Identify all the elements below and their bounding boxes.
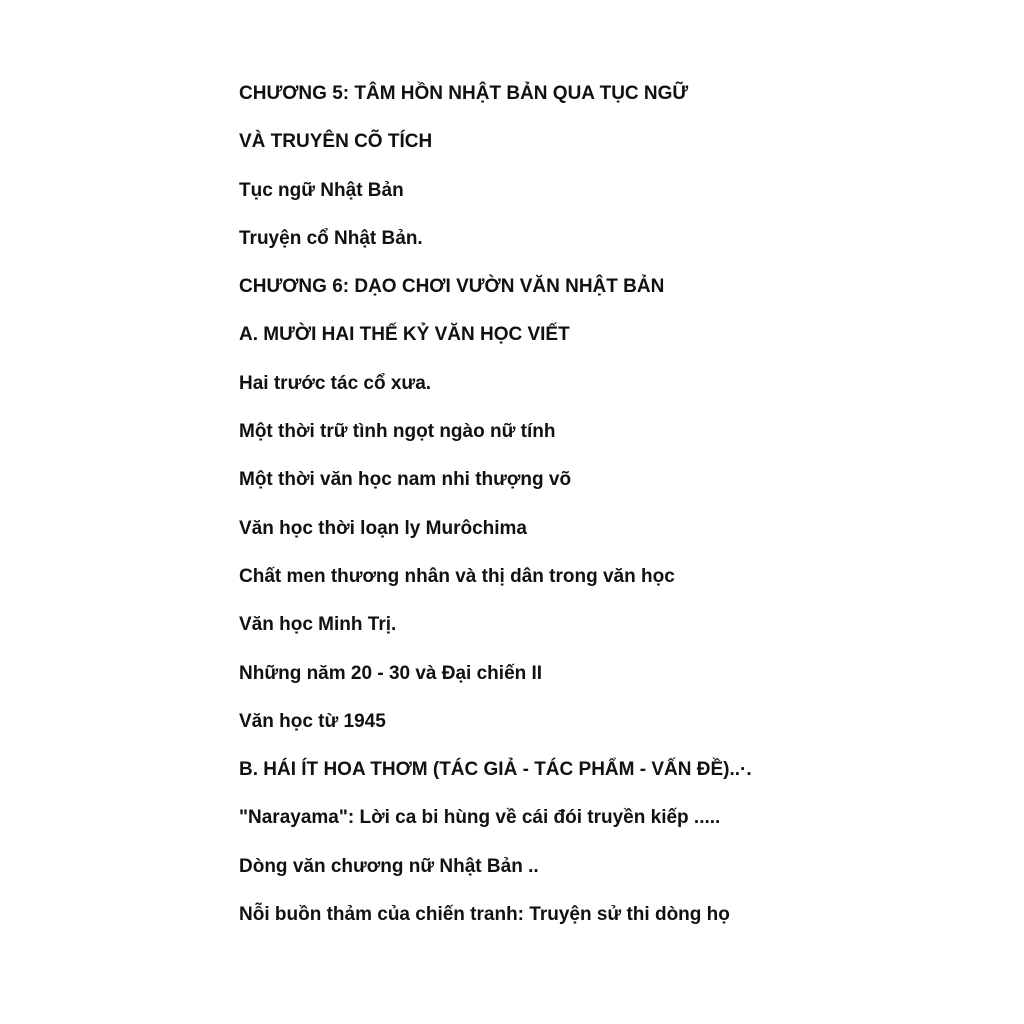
toc-entry: Nỗi buồn thảm của chiến tranh: Truyện sử thi dòng họ bbox=[239, 904, 730, 926]
toc-entry: Chất men thương nhân và thị dân trong văn học bbox=[239, 565, 675, 587]
chapter-5-heading: CHƯƠNG 5: TÂM HỒN NHẬT BẢN QUA TỤC NGỮ bbox=[239, 83, 689, 104]
toc-entry: Những năm 20 - 30 và Đại chiến II bbox=[239, 662, 543, 684]
toc-entry: Truyện cổ Nhật Bản. bbox=[239, 227, 423, 249]
section-a-heading: A. MƯỜI HAI THẾ KỶ VĂN HỌC VIẾT bbox=[239, 324, 570, 346]
toc-entry: Hai trước tác cổ xưa. bbox=[239, 372, 432, 394]
chapter-5-heading-continued: VÀ TRUYÊN CÕ TÍCH bbox=[239, 131, 433, 153]
toc-entry: Tục ngữ Nhật Bản bbox=[239, 179, 404, 201]
toc-entry: Văn học thời loạn ly Murôchima bbox=[239, 517, 527, 539]
toc-entry: Văn học Minh Trị. bbox=[239, 614, 397, 636]
toc-entry: Dòng văn chương nữ Nhật Bản .. bbox=[239, 855, 539, 877]
chapter-6-heading: CHƯƠNG 6: DẠO CHƠI VƯỜN VĂN NHẬT BẢN bbox=[239, 276, 665, 298]
toc-entry: Văn học từ 1945 bbox=[239, 710, 386, 732]
section-b-heading: B. HÁI ÍT HOA THƠM (TÁC GIẢ - TÁC PHẨM - VẤN ĐỀ)..·. bbox=[239, 759, 752, 781]
table-of-contents bbox=[239, 70, 752, 939]
toc-entry: "Narayama": Lời ca bi hùng về cái đói truyền kiếp ..... bbox=[239, 807, 721, 829]
toc-entry: Một thời trữ tình ngọt ngào nữ tính bbox=[239, 421, 556, 443]
toc-entry: Một thời văn học nam nhi thượng võ bbox=[239, 469, 572, 491]
